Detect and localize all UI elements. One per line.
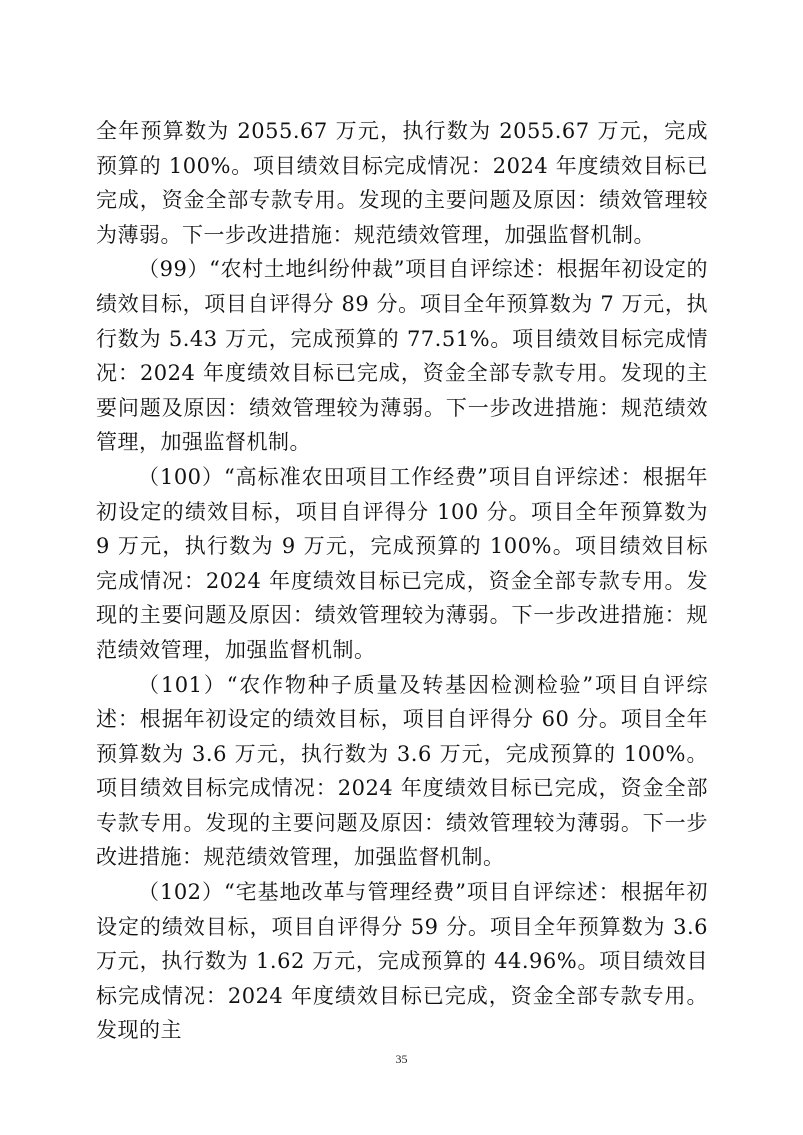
document-page <box>96 114 708 1048</box>
paragraph-item-100: （100）“高标准农田项目工作经费”项目自评综述：根据年初设定的绩效目标，项目自评得分 100 分。项目全年预算数为 9 万元，执行数为 9 万元，完成预算的 100%。项目绩效目标完成情况：2024 年度绩效目标已完成，资金全部专款专用。发现的主要问题及原因：绩效管理较为薄弱。下一步改进措施：规范绩效管理，加强监督机制。 <box>96 464 708 662</box>
paragraph-continuation: 全年预算数为 2055.67 万元，执行数为 2055.67 万元，完成预算的 100%。项目绩效目标完成情况：2024 年度绩效目标已完成，资金全部专款专用。发现的主要问题及原因：绩效管理较为薄弱。下一步改进措施：规范绩效管理，加强监督机制。 <box>96 119 708 247</box>
paragraph-item-101: （101）“农作物种子质量及转基因检测检验”项目自评综述：根据年初设定的绩效目标，项目自评得分 60 分。项目全年预算数为 3.6 万元，执行数为 3.6 万元，完成预算的 100%。项目绩效目标完成情况：2024 年度绩效目标已完成，资金全部专款专用。发现的主要问题及原因：绩效管理较为薄弱。下一步改进措施：规范绩效管理，加强监督机制。 <box>96 672 708 870</box>
page-number: 35 <box>395 1052 408 1066</box>
paragraph-item-99: （99）“农村土地纠纷仲裁”项目自评综述：根据年初设定的绩效目标，项目自评得分 89 分。项目全年预算数为 7 万元，执行数为 5.43 万元，完成预算的 77.51%。项目绩效目标完成情况：2024 年度绩效目标已完成，资金全部专款专用。发现的主要问题及原因：绩效管理较为薄弱。下一步改进措施：规范绩效管理，加强监督机制。 <box>96 257 708 455</box>
paragraph-item-102: （102）“宅基地改革与管理经费”项目自评综述：根据年初设定的绩效目标，项目自评得分 59 分。项目全年预算数为 3.6 万元，执行数为 1.62 万元，完成预算的 44.96%。项目绩效目标完成情况：2024 年度绩效目标已完成，资金全部专款专用。发现的主 <box>96 880 708 1043</box>
